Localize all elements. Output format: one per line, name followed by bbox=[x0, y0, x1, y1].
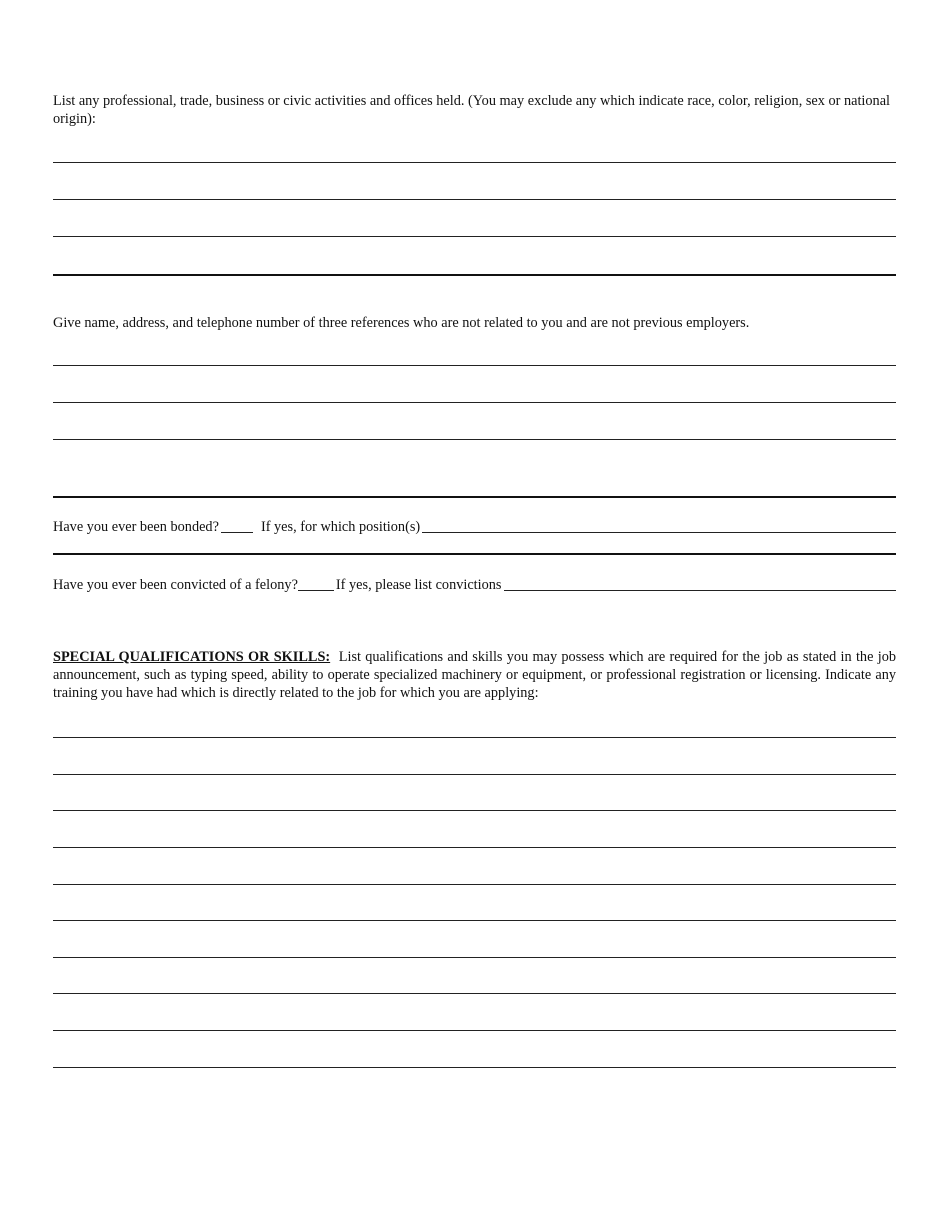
special-qualifications-text: List qualifications and skills you may possess which are required for the job as stated in the job announcement, such as typing speed, ability to operate specialized machinery or equipment, or professional registration or licensing. Indicate any training you have had which is directly related to the job for which you are applying: bbox=[53, 649, 896, 701]
references-prompt: Give name, address, and telephone number of three references who are not related to you and are not previous employers. bbox=[53, 315, 750, 331]
references-line-2[interactable] bbox=[53, 402, 896, 403]
references-line-1[interactable] bbox=[53, 365, 896, 366]
skills-line-8[interactable] bbox=[53, 993, 896, 994]
section-divider bbox=[53, 553, 896, 555]
skills-line-7[interactable] bbox=[53, 957, 896, 958]
section-divider bbox=[53, 274, 896, 276]
skills-line-1[interactable] bbox=[53, 737, 896, 738]
skills-line-3[interactable] bbox=[53, 810, 896, 811]
activities-line-2[interactable] bbox=[53, 199, 896, 200]
activities-line-3[interactable] bbox=[53, 236, 896, 237]
felony-question: Have you ever been convicted of a felony? bbox=[53, 577, 298, 593]
skills-line-10[interactable] bbox=[53, 1067, 896, 1068]
skills-line-9[interactable] bbox=[53, 1030, 896, 1031]
skills-line-2[interactable] bbox=[53, 774, 896, 775]
bonded-question: Have you ever been bonded? bbox=[53, 519, 219, 535]
references-line-3[interactable] bbox=[53, 439, 896, 440]
skills-line-6[interactable] bbox=[53, 920, 896, 921]
skills-line-5[interactable] bbox=[53, 884, 896, 885]
felony-answer-field[interactable] bbox=[298, 576, 334, 591]
felony-convictions-field[interactable] bbox=[504, 576, 897, 591]
activities-line-1[interactable] bbox=[53, 162, 896, 163]
special-qualifications-heading: SPECIAL QUALIFICATIONS OR SKILLS: bbox=[53, 649, 331, 665]
section-divider bbox=[53, 496, 896, 498]
felony-followup: If yes, please list convictions bbox=[335, 577, 502, 593]
bonded-answer-field[interactable] bbox=[221, 518, 253, 533]
felony-row bbox=[53, 574, 896, 594]
skills-line-4[interactable] bbox=[53, 847, 896, 848]
special-qualifications-prompt bbox=[53, 648, 896, 702]
bonded-followup: If yes, for which position(s) bbox=[260, 519, 421, 535]
bonded-position-field[interactable] bbox=[422, 518, 896, 533]
activities-prompt: List any professional, trade, business or civic activities and offices held. (You may exclude any which indicate race, color, religion, sex or national origin): bbox=[53, 93, 891, 127]
bonded-row bbox=[53, 516, 896, 536]
